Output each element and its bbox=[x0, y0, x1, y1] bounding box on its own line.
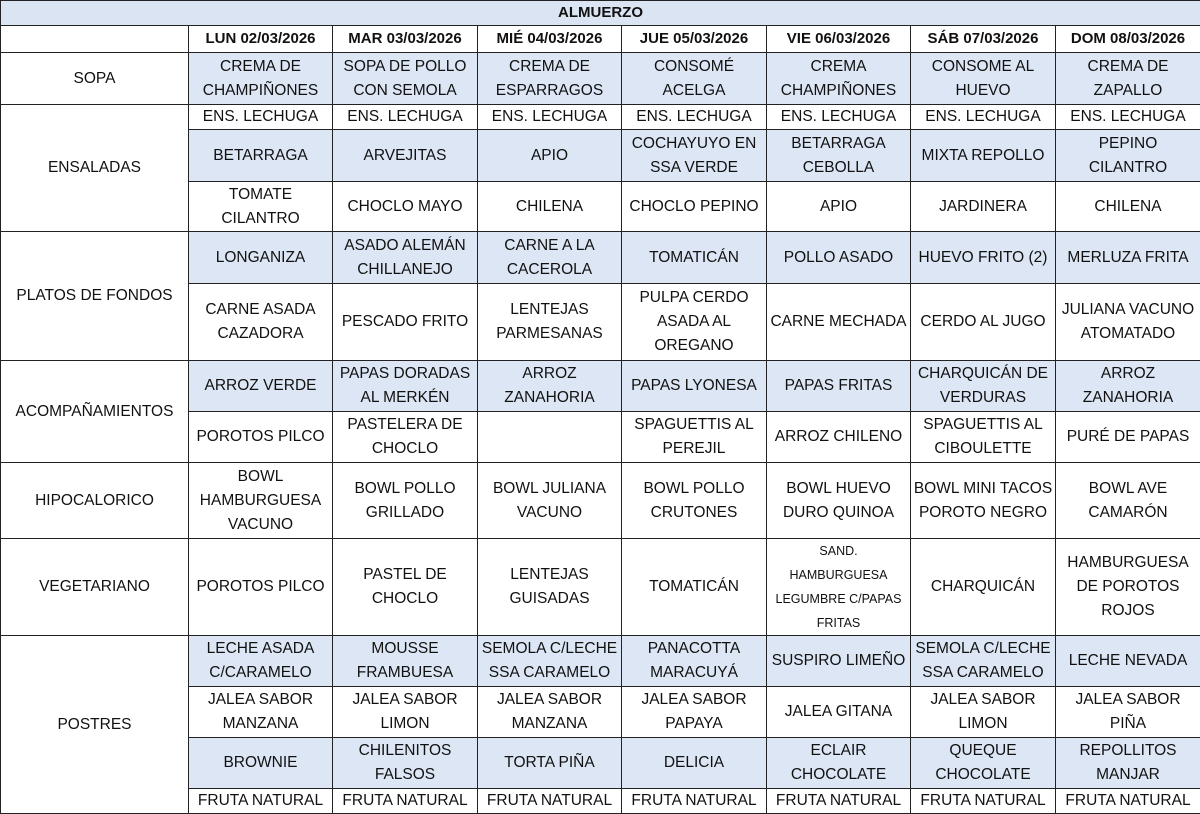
menu-cell: BOWL HAMBURGUESA VACUNO bbox=[189, 463, 333, 539]
menu-cell: MERLUZA FRITA bbox=[1056, 232, 1200, 284]
menu-cell: ENS. LECHUGA bbox=[911, 105, 1056, 130]
menu-title: ALMUERZO bbox=[1, 1, 1200, 26]
menu-cell: TOMATICÁN bbox=[622, 539, 767, 636]
menu-row-pf1 bbox=[1, 232, 1200, 284]
menu-cell: PURÉ DE PAPAS bbox=[1056, 412, 1200, 463]
menu-cell: LECHE NEVADA bbox=[1056, 636, 1200, 687]
menu-cell: JULIANA VACUNO ATOMATADO bbox=[1056, 284, 1200, 361]
menu-cell: JALEA SABOR PIÑA bbox=[1056, 687, 1200, 738]
menu-cell: BOWL POLLO GRILLADO bbox=[333, 463, 478, 539]
menu-cell bbox=[478, 412, 622, 463]
day-header: LUN 02/03/2026 bbox=[189, 26, 333, 53]
menu-cell: SEMOLA C/LECHE SSA CARAMELO bbox=[911, 636, 1056, 687]
menu-cell: ARVEJITAS bbox=[333, 130, 478, 182]
menu-cell: COCHAYUYO EN SSA VERDE bbox=[622, 130, 767, 182]
menu-cell: SPAGUETTIS AL CIBOULETTE bbox=[911, 412, 1056, 463]
menu-cell: BOWL JULIANA VACUNO bbox=[478, 463, 622, 539]
menu-cell: SOPA DE POLLO CON SEMOLA bbox=[333, 53, 478, 105]
menu-cell: BOWL AVE CAMARÓN bbox=[1056, 463, 1200, 539]
menu-cell: ENS. LECHUGA bbox=[1056, 105, 1200, 130]
menu-cell: CONSOME AL HUEVO bbox=[911, 53, 1056, 105]
menu-cell: SPAGUETTIS AL PEREJIL bbox=[622, 412, 767, 463]
menu-cell: TORTA PIÑA bbox=[478, 738, 622, 789]
menu-cell: JALEA SABOR MANZANA bbox=[189, 687, 333, 738]
menu-cell: HUEVO FRITO (2) bbox=[911, 232, 1056, 284]
menu-cell: BROWNIE bbox=[189, 738, 333, 789]
menu-cell: PESCADO FRITO bbox=[333, 284, 478, 361]
menu-row-veg bbox=[1, 539, 1200, 636]
day-header: MIÉ 04/03/2026 bbox=[478, 26, 622, 53]
menu-cell: FRUTA NATURAL bbox=[333, 789, 478, 814]
menu-cell: CARNE ASADA CAZADORA bbox=[189, 284, 333, 361]
menu-cell: QUEQUE CHOCOLATE bbox=[911, 738, 1056, 789]
menu-cell: CHILENA bbox=[1056, 182, 1200, 232]
menu-row-ens1 bbox=[1, 105, 1200, 130]
menu-cell: POLLO ASADO bbox=[767, 232, 911, 284]
menu-row-ac1 bbox=[1, 361, 1200, 412]
day-header: VIE 06/03/2026 bbox=[767, 26, 911, 53]
menu-cell: APIO bbox=[767, 182, 911, 232]
menu-cell: MIXTA REPOLLO bbox=[911, 130, 1056, 182]
menu-cell: TOMATICÁN bbox=[622, 232, 767, 284]
menu-cell: FRUTA NATURAL bbox=[1056, 789, 1200, 814]
menu-cell: JALEA SABOR LIMON bbox=[911, 687, 1056, 738]
menu-row-po1 bbox=[1, 636, 1200, 687]
menu-cell: MOUSSE FRAMBUESA bbox=[333, 636, 478, 687]
menu-cell: ARROZ CHILENO bbox=[767, 412, 911, 463]
menu-cell: JALEA SABOR PAPAYA bbox=[622, 687, 767, 738]
menu-cell: BETARRAGA CEBOLLA bbox=[767, 130, 911, 182]
day-header: MAR 03/03/2026 bbox=[333, 26, 478, 53]
menu-cell: PASTEL DE CHOCLO bbox=[333, 539, 478, 636]
menu-cell: SEMOLA C/LECHE SSA CARAMELO bbox=[478, 636, 622, 687]
menu-cell: JALEA SABOR LIMON bbox=[333, 687, 478, 738]
day-header: DOM 08/03/2026 bbox=[1056, 26, 1200, 53]
menu-cell: ENS. LECHUGA bbox=[767, 105, 911, 130]
menu-cell: ENS. LECHUGA bbox=[622, 105, 767, 130]
category-label: VEGETARIANO bbox=[1, 539, 189, 636]
menu-cell: CHOCLO MAYO bbox=[333, 182, 478, 232]
menu-cell: BOWL POLLO CRUTONES bbox=[622, 463, 767, 539]
menu-cell: LECHE ASADA C/CARAMELO bbox=[189, 636, 333, 687]
menu-cell: LENTEJAS PARMESANAS bbox=[478, 284, 622, 361]
menu-cell: ARROZ VERDE bbox=[189, 361, 333, 412]
menu-cell: FRUTA NATURAL bbox=[189, 789, 333, 814]
menu-cell: CHOCLO PEPINO bbox=[622, 182, 767, 232]
menu-cell: BOWL MINI TACOS POROTO NEGRO bbox=[911, 463, 1056, 539]
menu-cell: JALEA GITANA bbox=[767, 687, 911, 738]
menu-cell: ARROZ ZANAHORIA bbox=[478, 361, 622, 412]
menu-cell: PASTELERA DE CHOCLO bbox=[333, 412, 478, 463]
menu-cell: CHILENA bbox=[478, 182, 622, 232]
menu-cell: FRUTA NATURAL bbox=[478, 789, 622, 814]
corner-cell bbox=[1, 26, 189, 53]
day-header: SÁB 07/03/2026 bbox=[911, 26, 1056, 53]
category-label: ENSALADAS bbox=[1, 105, 189, 232]
menu-cell: PAPAS DORADAS AL MERKÉN bbox=[333, 361, 478, 412]
menu-cell: POROTOS PILCO bbox=[189, 412, 333, 463]
menu-cell: CREMA DE ZAPALLO bbox=[1056, 53, 1200, 105]
menu-cell: HAMBURGUESA DE POROTOS ROJOS bbox=[1056, 539, 1200, 636]
menu-cell: ENS. LECHUGA bbox=[333, 105, 478, 130]
menu-cell: SAND. HAMBURGUESA LEGUMBRE C/PAPAS FRITAS bbox=[767, 539, 911, 636]
menu-cell: POROTOS PILCO bbox=[189, 539, 333, 636]
menu-cell: BOWL HUEVO DURO QUINOA bbox=[767, 463, 911, 539]
menu-cell: TOMATE CILANTRO bbox=[189, 182, 333, 232]
menu-cell: BETARRAGA bbox=[189, 130, 333, 182]
menu-cell: CHILENITOS FALSOS bbox=[333, 738, 478, 789]
menu-cell: CHARQUICÁN bbox=[911, 539, 1056, 636]
menu-cell: APIO bbox=[478, 130, 622, 182]
menu-cell: PULPA CERDO ASADA AL OREGANO bbox=[622, 284, 767, 361]
menu-cell: CHARQUICÁN DE VERDURAS bbox=[911, 361, 1056, 412]
day-header: JUE 05/03/2026 bbox=[622, 26, 767, 53]
category-label: PLATOS DE FONDOS bbox=[1, 232, 189, 361]
menu-cell: ASADO ALEMÁN CHILLANEJO bbox=[333, 232, 478, 284]
menu-cell: CREMA DE CHAMPIÑONES bbox=[189, 53, 333, 105]
menu-row-hipo bbox=[1, 463, 1200, 539]
menu-cell: CONSOMÉ ACELGA bbox=[622, 53, 767, 105]
menu-row-sopa bbox=[1, 53, 1200, 105]
menu-cell: REPOLLITOS MANJAR bbox=[1056, 738, 1200, 789]
menu-cell: FRUTA NATURAL bbox=[911, 789, 1056, 814]
menu-cell: CERDO AL JUGO bbox=[911, 284, 1056, 361]
menu-cell: PANACOTTA MARACUYÁ bbox=[622, 636, 767, 687]
menu-cell: ECLAIR CHOCOLATE bbox=[767, 738, 911, 789]
menu-cell: LONGANIZA bbox=[189, 232, 333, 284]
category-label: ACOMPAÑAMIENTOS bbox=[1, 361, 189, 463]
menu-cell: ENS. LECHUGA bbox=[189, 105, 333, 130]
category-label: HIPOCALORICO bbox=[1, 463, 189, 539]
menu-cell: CREMA DE ESPARRAGOS bbox=[478, 53, 622, 105]
menu-cell: CARNE MECHADA bbox=[767, 284, 911, 361]
menu-cell: FRUTA NATURAL bbox=[767, 789, 911, 814]
category-label: POSTRES bbox=[1, 636, 189, 814]
day-header-row bbox=[1, 26, 1200, 53]
menu-cell: FRUTA NATURAL bbox=[622, 789, 767, 814]
menu-cell: JALEA SABOR MANZANA bbox=[478, 687, 622, 738]
menu-cell: JARDINERA bbox=[911, 182, 1056, 232]
menu-cell: ENS. LECHUGA bbox=[478, 105, 622, 130]
category-label: SOPA bbox=[1, 53, 189, 105]
menu-cell: LENTEJAS GUISADAS bbox=[478, 539, 622, 636]
menu-cell: ARROZ ZANAHORIA bbox=[1056, 361, 1200, 412]
menu-cell: PAPAS LYONESA bbox=[622, 361, 767, 412]
menu-cell: CARNE A LA CACEROLA bbox=[478, 232, 622, 284]
menu-cell: CREMA CHAMPIÑONES bbox=[767, 53, 911, 105]
menu-cell: DELICIA bbox=[622, 738, 767, 789]
menu-cell: PEPINO CILANTRO bbox=[1056, 130, 1200, 182]
menu-cell: SUSPIRO LIMEÑO bbox=[767, 636, 911, 687]
menu-cell: PAPAS FRITAS bbox=[767, 361, 911, 412]
